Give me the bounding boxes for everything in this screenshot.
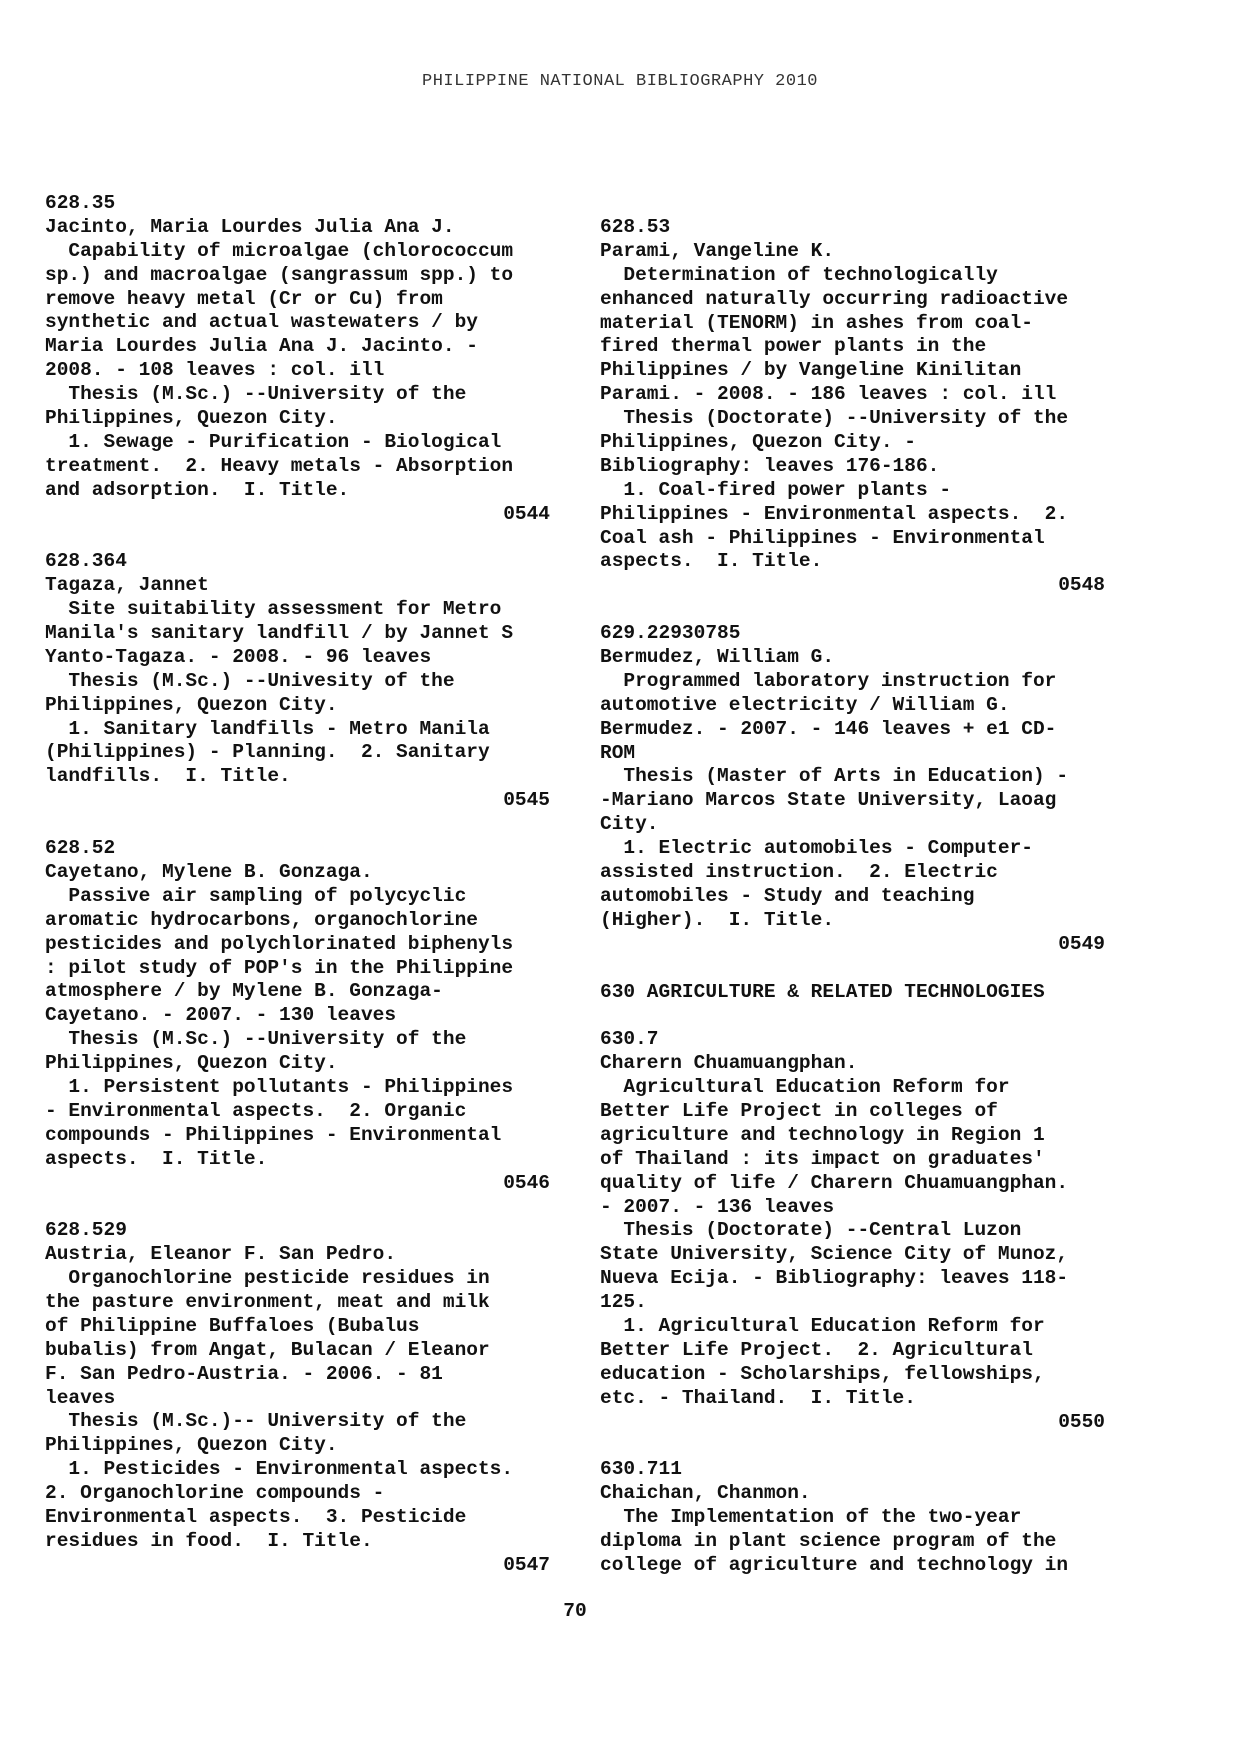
entry-text-line: Nueva Ecija. - Bibliography: leaves 118-	[600, 1267, 1069, 1290]
entry-text-line: (Philippines) - Planning. 2. Sanitary	[45, 741, 490, 764]
entry-text-line: Cayetano, Mylene B. Gonzaga.	[45, 860, 373, 883]
record-control-number: 0550	[1058, 1410, 1105, 1433]
entry-text-line: Philippines, Quezon City.	[45, 693, 338, 716]
entry-text-line: F. San Pedro-Austria. - 2006. - 81	[45, 1362, 443, 1385]
entry-text-line: Thesis (M.Sc.) --Univesity of the	[45, 669, 455, 692]
entry-text-line: 629.22930785	[600, 622, 741, 645]
entry-text-line: automotive electricity / William G.	[600, 693, 1010, 716]
blank-line	[45, 1195, 550, 1219]
entry-text-line: 628.52	[45, 837, 116, 860]
blank-line	[600, 598, 1105, 622]
entry-text-line: Philippines, Quezon City.	[45, 1052, 338, 1075]
entry-text-line: The Implementation of the two-year	[600, 1506, 1022, 1529]
entry-text-line: - Environmental aspects. 2. Organic	[45, 1099, 467, 1122]
entry-text-line: 1. Coal-fired power plants -	[600, 478, 952, 501]
blank-line	[600, 1434, 1105, 1458]
entry-text-line: Bermudez, William G.	[600, 646, 835, 669]
record-control-number: 0545	[503, 789, 550, 812]
entry-text-line: agriculture and technology in Region 1	[600, 1123, 1045, 1146]
entry-text-line: Thesis (Doctorate) --Central Luzon	[600, 1219, 1022, 1242]
entry-text-line: 628.364	[45, 550, 127, 573]
page-number: 70	[563, 1600, 587, 1622]
entry-text-line: 628.529	[45, 1219, 127, 1242]
entry-text-line: college of agriculture and technology in	[600, 1553, 1069, 1576]
entry-text-line: of Thailand : its impact on graduates'	[600, 1147, 1045, 1170]
entry-text-line: Capability of microalgae (chlorococcum	[45, 239, 514, 262]
record-control-number: 0549	[1058, 932, 1105, 955]
entry-text-line: treatment. 2. Heavy metals - Absorption	[45, 454, 514, 477]
entry-text-line: Better Life Project in colleges of	[600, 1099, 998, 1122]
entry-text-line: Charern Chuamuangphan.	[600, 1052, 858, 1075]
right-column	[600, 216, 1105, 1578]
entry-text-line: synthetic and actual wastewaters / by	[45, 311, 478, 334]
entry-text-line: atmosphere / by Mylene B. Gonzaga-	[45, 980, 443, 1003]
entry-text-line: 630 AGRICULTURE & RELATED TECHNOLOGIES	[600, 980, 1045, 1003]
entry-text-line: 2. Organochlorine compounds -	[45, 1482, 385, 1505]
entry-text-line: 628.35	[45, 192, 116, 214]
entry-text-line: Organochlorine pesticide residues in	[45, 1267, 490, 1290]
entry-text-line: Philippines, Quezon City.	[45, 1434, 338, 1457]
entry-text-line: Thesis (M.Sc.)-- University of the	[45, 1410, 467, 1433]
entry-text-line: Passive air sampling of polycyclic	[45, 884, 467, 907]
entry-text-line: Thesis (M.Sc.) --University of the	[45, 383, 467, 406]
record-control-number: 0544	[503, 502, 550, 525]
entry-text-line: and adsorption. I. Title.	[45, 478, 350, 501]
blank-line	[600, 1004, 1105, 1028]
entry-text-line: Parami, Vangeline K.	[600, 239, 835, 262]
entry-text-line: 1. Pesticides - Environmental aspects.	[45, 1458, 514, 1481]
entry-text-line: 2008. - 108 leaves : col. ill	[45, 359, 385, 382]
entry-text-line: etc. - Thailand. I. Title.	[600, 1386, 916, 1409]
entry-text-line: aspects. I. Title.	[45, 1147, 268, 1170]
entry-text-line: City.	[600, 813, 659, 836]
entry-text-line: material (TENORM) in ashes from coal-	[600, 311, 1033, 334]
entry-text-line: ROM	[600, 741, 636, 764]
entry-text-line: education - Scholarships, fellowships,	[600, 1362, 1045, 1385]
entry-text-line: Cayetano. - 2007. - 130 leaves	[45, 1004, 397, 1027]
entry-text-line: -Mariano Marcos State University, Laoag	[600, 789, 1057, 812]
entry-text-line: aspects. I. Title.	[600, 550, 823, 573]
entry-text-line: 1. Electric automobiles - Computer-	[600, 837, 1033, 860]
entry-text-line: fired thermal power plants in the	[600, 335, 987, 358]
entry-text-line: 1. Sewage - Purification - Biological	[45, 430, 502, 453]
entry-text-line: compounds - Philippines - Environmental	[45, 1123, 502, 1146]
page-header-title: PHILIPPINE NATIONAL BIBLIOGRAPHY 2010	[422, 72, 818, 91]
entry-text-line: Maria Lourdes Julia Ana J. Jacinto. -	[45, 335, 478, 358]
entry-text-line: Better Life Project. 2. Agricultural	[600, 1338, 1033, 1361]
entry-text-line: Philippines / by Vangeline Kinilitan	[600, 359, 1022, 382]
entry-text-line: Parami. - 2008. - 186 leaves : col. ill	[600, 383, 1057, 406]
entry-text-line: Determination of technologically	[600, 263, 998, 286]
entry-text-line: 630.711	[600, 1458, 682, 1481]
entry-text-line: enhanced naturally occurring radioactive	[600, 287, 1069, 310]
entry-text-line: Thesis (M.Sc.) --University of the	[45, 1028, 467, 1051]
entry-text-line: 125.	[600, 1291, 647, 1314]
entry-text-line: Austria, Eleanor F. San Pedro.	[45, 1243, 397, 1266]
entry-text-line: Jacinto, Maria Lourdes Julia Ana J.	[45, 215, 455, 238]
entry-text-line: 1. Sanitary landfills - Metro Manila	[45, 717, 490, 740]
entry-text-line: the pasture environment, meat and milk	[45, 1290, 490, 1313]
blank-line	[600, 957, 1105, 981]
entry-text-line: Coal ash - Philippines - Environmental	[600, 526, 1045, 549]
entry-text-line: 1. Agricultural Education Reform for	[600, 1314, 1045, 1337]
entry-text-line: aromatic hydrocarbons, organochlorine	[45, 908, 478, 931]
entry-text-line: leaves	[45, 1386, 116, 1409]
record-control-number: 0547	[503, 1553, 550, 1576]
record-control-number: 0548	[1058, 574, 1105, 597]
entry-text-line: (Higher). I. Title.	[600, 908, 835, 931]
entry-text-line: 630.7	[600, 1028, 659, 1051]
entry-text-line: landfills. I. Title.	[45, 765, 291, 788]
entry-text-line: Programmed laboratory instruction for	[600, 669, 1057, 692]
entry-text-line: residues in food. I. Title.	[45, 1529, 373, 1552]
entry-text-line: 628.53	[600, 216, 671, 238]
entry-text-line: Philippines, Quezon City.	[45, 407, 338, 430]
entry-text-line: sp.) and macroalgae (sangrassum spp.) to	[45, 263, 514, 286]
entry-text-line: pesticides and polychlorinated biphenyls	[45, 932, 514, 955]
entry-text-line: Manila's sanitary landfill / by Jannet S	[45, 622, 514, 645]
entry-text-line: Bibliography: leaves 176-186.	[600, 454, 940, 477]
entry-text-line: - 2007. - 136 leaves	[600, 1195, 835, 1218]
entry-text-line: State University, Science City of Munoz,	[600, 1243, 1069, 1266]
entry-text-line: bubalis) from Angat, Bulacan / Eleanor	[45, 1338, 490, 1361]
entry-text-line: diploma in plant science program of the	[600, 1529, 1057, 1552]
entry-text-line: Thesis (Master of Arts in Education) -	[600, 765, 1069, 788]
entry-text-line: assisted instruction. 2. Electric	[600, 861, 998, 884]
entry-text-line: automobiles - Study and teaching	[600, 884, 975, 907]
entry-text-line: Chaichan, Chanmon.	[600, 1482, 811, 1505]
entry-text-line: Tagaza, Jannet	[45, 574, 209, 597]
entry-text-line: Yanto-Tagaza. - 2008. - 96 leaves	[45, 645, 432, 668]
blank-line	[45, 813, 550, 837]
entry-text-line: of Philippine Buffaloes (Bubalus	[45, 1314, 420, 1337]
blank-line	[45, 526, 550, 550]
entry-text-line: Agricultural Education Reform for	[600, 1076, 1010, 1099]
entry-text-line: quality of life / Charern Chuamuangphan.	[600, 1171, 1069, 1194]
entry-text-line: Environmental aspects. 3. Pesticide	[45, 1505, 467, 1528]
entry-text-line: : pilot study of POP's in the Philippine	[45, 956, 514, 979]
left-column	[45, 192, 550, 1578]
entry-text-line: Philippines, Quezon City. -	[600, 431, 916, 454]
entry-text-line: Thesis (Doctorate) --University of the	[600, 407, 1069, 430]
record-control-number: 0546	[503, 1171, 550, 1194]
entry-text-line: remove heavy metal (Cr or Cu) from	[45, 287, 443, 310]
entry-text-line: 1. Persistent pollutants - Philippines	[45, 1075, 514, 1098]
entry-text-line: Site suitability assessment for Metro	[45, 598, 502, 621]
entry-text-line: Bermudez. - 2007. - 146 leaves + e1 CD-	[600, 717, 1057, 740]
entry-text-line: Philippines - Environmental aspects. 2.	[600, 502, 1069, 525]
